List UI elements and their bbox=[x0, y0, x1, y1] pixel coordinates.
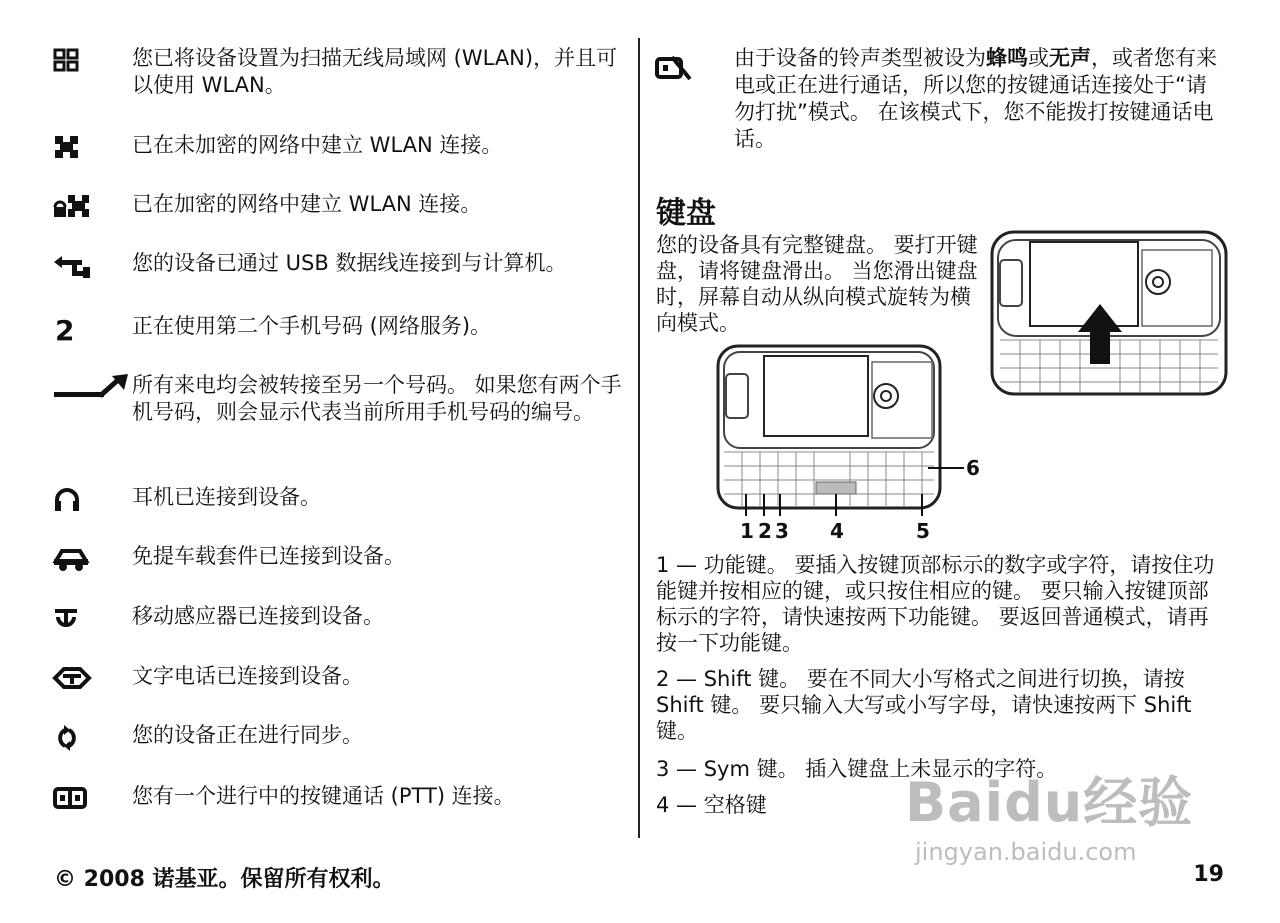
baidu-watermark bbox=[905, 740, 1205, 880]
second-line-icon bbox=[52, 313, 92, 343]
wlan-connected-icon bbox=[52, 132, 92, 162]
status-text: 所有来电均会被转接至另一个号码。 如果您有两个手机号码，则会显示代表当前所用手机号码的编号。 bbox=[132, 373, 622, 424]
phone-slide-illustration bbox=[990, 228, 1230, 400]
ptt-icon bbox=[52, 783, 92, 813]
status-text: 您的设备已通过 USB 数据线连接到与计算机。 bbox=[132, 251, 567, 275]
status-text: 耳机已连接到设备。 bbox=[132, 485, 321, 509]
status-text: 已在未加密的网络中建立 WLAN 连接。 bbox=[132, 133, 503, 157]
callout-5: 5 bbox=[916, 519, 930, 543]
ptt-dnd-text: 由于设备的铃声类型被设为蜂鸣或无声，或者您有来电或正在进行通话，所以您的按键通话连接处于“请勿打扰”模式。 在该模式下，您不能拨打按键通话电话。 bbox=[734, 46, 1217, 151]
call-divert-icon bbox=[52, 372, 132, 402]
key-description: 1 — 功能键。 要插入按键顶部标示的数字或字符，请按住功能键并按相应的键，或只按住相应的键。 要只输入按键顶部标示的字符，请快速按两下功能键。 要返回普通模式，请再按一下功能键。 bbox=[656, 553, 1215, 655]
bold-silent: 无声 bbox=[1049, 46, 1091, 70]
status-text: 文字电话已连接到设备。 bbox=[132, 664, 363, 688]
sync-icon bbox=[52, 722, 92, 752]
status-text: 您的设备正在进行同步。 bbox=[132, 723, 363, 747]
keyboard-heading: 键盘 bbox=[656, 196, 716, 231]
status-text: 移动感应器已连接到设备。 bbox=[132, 604, 384, 628]
callout-3: 3 bbox=[775, 519, 789, 543]
svg-text:2: 2 bbox=[55, 314, 75, 343]
callout-1: 1 bbox=[740, 519, 754, 543]
loopset-icon bbox=[52, 603, 92, 633]
callout-6: 6 bbox=[966, 456, 980, 480]
column-divider bbox=[638, 38, 640, 838]
bold-beep: 蜂鸣 bbox=[986, 46, 1028, 70]
status-text: 您有一个进行中的按键通话 (PTT) 连接。 bbox=[132, 784, 515, 808]
watermark-main: Baidu经验 bbox=[905, 771, 1194, 834]
callout-2: 2 bbox=[758, 519, 772, 543]
key-description: 3 — Sym 键。 插入键盘上未显示的字符。 bbox=[656, 757, 1058, 781]
textphone-icon bbox=[52, 663, 92, 693]
headset-icon bbox=[52, 484, 92, 514]
copyright-footer: © 2008 诺基亚。保留所有权利。 bbox=[54, 867, 395, 892]
key-description: 4 — 空格键 bbox=[656, 793, 767, 817]
keyboard-intro: 您的设备具有完整键盘。 要打开键盘，请将键盘滑出。 当您滑出键盘时，屏幕自动从纵向模式旋转为横向模式。 bbox=[656, 233, 978, 335]
page-number: 19 bbox=[1193, 862, 1224, 887]
wlan-encrypted-icon bbox=[52, 191, 92, 221]
callout-4: 4 bbox=[830, 519, 844, 543]
wlan-available-icon bbox=[52, 45, 92, 75]
usb-icon bbox=[52, 250, 92, 280]
car-kit-icon bbox=[52, 543, 92, 573]
ptt-dnd-icon bbox=[654, 53, 694, 83]
status-text: 已在加密的网络中建立 WLAN 连接。 bbox=[132, 192, 482, 216]
status-text: 正在使用第二个手机号码 (网络服务)。 bbox=[132, 314, 492, 338]
keyboard-callout-illustration bbox=[716, 344, 986, 544]
key-description: 2 — Shift 键。 要在不同大小写格式之间进行切换，请按 Shift 键。 要只输入大写或小写字母，请快速按两下 Shift 键。 bbox=[656, 667, 1192, 743]
status-text: 免提车载套件已连接到设备。 bbox=[132, 544, 405, 568]
watermark-sub: jingyan.baidu.com bbox=[915, 838, 1137, 866]
status-text: 您已将设备设置为扫描无线局域网 (WLAN)，并且可以使用 WLAN。 bbox=[132, 46, 618, 97]
